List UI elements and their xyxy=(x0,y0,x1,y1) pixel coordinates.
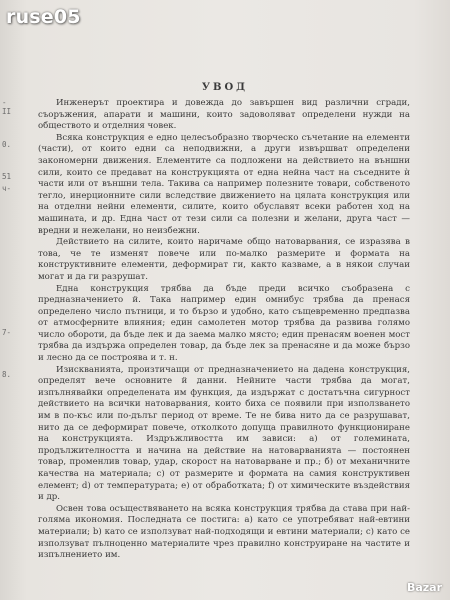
paragraph: Изискванията, произтичащи от предназначението на дадена конструкция, определят вече основните й данни. Нейните части трябва да могат, изпълнявайки определената им функция, да издържат с достатъчна сигурност действието на всички натоварвания, които биха се появили при използването им в по-къс или по-дълъг период от време. Те не бива нито да се разрушават, нито да се деформират повече, отколкото допуща правилното функциониране на конструкцията. Издръжливостта им зависи: а) от големината, продължителността и начина на действие на натоварванията — постоянен товар, променлив товар, удар, скорост на натоварване и пр.; б) от механичните качества на материала; с) от размерите и формата на самия конструктивен елемент; d) от температурата; е) от обработката; f) от химическите въздействия и др. xyxy=(38,364,410,503)
site-logo: Bazar xyxy=(406,581,442,594)
margin-note: 0. xyxy=(2,140,12,149)
paragraph: Всяка конструкция е едно целесъобразно творческо съчетание на елементи (части), от които едни са неподвижни, а други извършват определени закономерни движения. Елементите са подложени на действието на външни сили, които се предават на конструкцията от една нейна част на съседните ѝ части или от външни тела. Такива са например полезните товари, собственото тегло, инерционните сили вследствие движението на цялата конструкция или на отделни нейни елементи, силите, които обуславят всеки работен ход на машината, и др. Една част от тези сили са полезни и желани, друга част — вредни и нежелани, но неизбежни. xyxy=(38,132,410,236)
body-text xyxy=(38,98,410,562)
paragraph: Инженерът проектира и довежда до завършен вид различни сгради, съоръжения, апарати и машини, които задоволяват определени нужди на обществото и отделния човек. xyxy=(38,98,410,132)
paragraph: Една конструкция трябва да бъде преди всичко съобразена с предназначението й. Така например един омнибус трябва да пренася определено число пътници, и то бързо и удобно, като същевременно предпазва от атмосферните влияния; един самолетен мотор трябва да развива голямо число обороти, да бъде лек и да заема малко място; един пренасям военен мост трябва да издържа определен товар, да бъде лек за пренасяне и да може бързо и лесно да се построява и т. н. xyxy=(38,283,410,364)
chapter-title: УВОД xyxy=(201,82,249,93)
margin-note: 51 xyxy=(2,172,12,181)
margin-note: 8. xyxy=(2,370,12,379)
margin-note: -II xyxy=(2,98,12,116)
paragraph: Освен това осъществяването на всяка конструкция трябва да става при най-голяма икономия. Последната се постига: а) като се употребяват най-евтини материали; b) като се използуват най-подходящи и евтини материали; с) като се използуват пълноценно материалите чрез правилно конструиране на частите и изпълнението им. xyxy=(38,503,410,561)
left-margin-notes xyxy=(0,60,14,480)
paragraph: Действието на силите, които наричаме общо натоварвания, се изразява в това, че те изменят повече или по-малко размерите и формата на конструктивните елементи, деформират ги, както казваме, а в някои случаи могат и да ги разрушат. xyxy=(38,237,410,282)
margin-note: 7- xyxy=(2,328,12,337)
margin-note: ч- xyxy=(2,184,12,193)
watermark-text: ruse05 xyxy=(6,6,81,28)
